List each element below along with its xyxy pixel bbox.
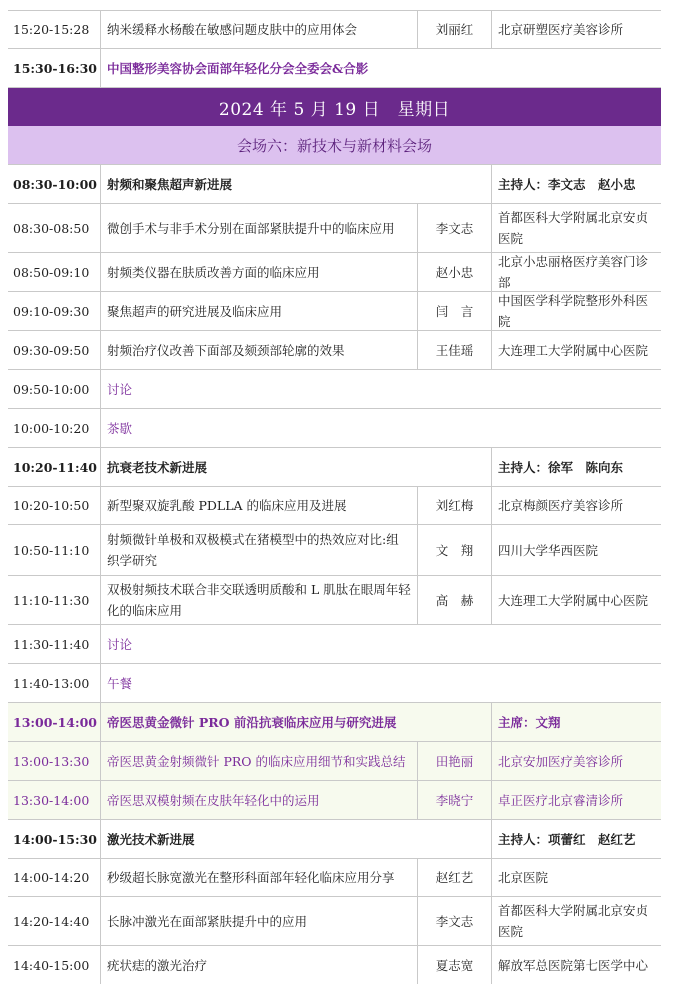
topic-cell: 聚焦超声的研究进展及临床应用	[100, 292, 417, 330]
topic-cell: 帝医思双模射频在皮肤年轻化中的运用	[100, 781, 417, 819]
talk-row	[8, 576, 661, 625]
session-time-cell: 08:30-10:00	[13, 176, 97, 192]
break-row	[8, 370, 661, 409]
speaker-cell: 李文志	[417, 897, 491, 945]
program-table	[8, 0, 661, 984]
session-host-cell: 主持人：徐军 陈向东	[491, 448, 661, 486]
topic-cell: 微创手术与非手术分别在面部紧肤提升中的临床应用	[100, 204, 417, 252]
speaker-cell: 刘丽红	[417, 11, 491, 48]
break-row	[8, 409, 661, 448]
talk-row	[8, 946, 661, 984]
speaker-cell: 文 翔	[417, 525, 491, 575]
talk-row	[8, 292, 661, 331]
talk-row	[8, 525, 661, 576]
org-cell: 北京医院	[491, 859, 661, 896]
time-cell: 08:30-08:50	[13, 220, 90, 236]
talk-row	[8, 897, 661, 946]
topic-cell: 射频类仪器在肤质改善方面的临床应用	[100, 253, 417, 291]
speaker-cell: 田艳丽	[417, 742, 491, 780]
break-cell: 讨论	[100, 625, 661, 663]
org-cell: 中国医学科学院整形外科医院	[491, 292, 661, 330]
time-cell: 11:30-11:40	[13, 636, 90, 652]
session-header-row	[8, 820, 661, 859]
talk-row	[8, 11, 661, 49]
topic-cell: 双极射频技术联合非交联透明质酸和 L 肌肽在眼周年轻化的临床应用	[100, 576, 417, 624]
talk-row	[8, 331, 661, 370]
session-host-cell: 主持人：李文志 赵小忠	[491, 165, 661, 203]
org-cell: 北京研塑医疗美容诊所	[491, 11, 661, 48]
time-cell: 11:40-13:00	[13, 675, 90, 691]
speaker-cell: 刘红梅	[417, 487, 491, 524]
time-cell: 11:10-11:30	[13, 592, 90, 608]
talk-row	[8, 487, 661, 525]
break-cell: 茶歇	[100, 409, 661, 447]
talk-row	[8, 204, 661, 253]
org-cell: 北京安加医疗美容诊所	[491, 742, 661, 780]
topic-cell: 帝医思黄金射频微针 PRO 的临床应用细节和实践总结	[100, 742, 417, 780]
talk-row	[8, 859, 661, 897]
talk-row	[8, 781, 661, 820]
session-title-cell: 激光技术新进展	[100, 820, 491, 858]
topic-cell: 射频微针单极和双极模式在猪模型中的热效应对比:组织学研究	[100, 525, 417, 575]
time-cell: 14:00-14:20	[13, 870, 90, 885]
meeting-cell: 中国整形美容协会面部年轻化分会全委会&合影	[100, 49, 661, 87]
speaker-cell: 王佳瑶	[417, 331, 491, 369]
time-cell: 10:20-10:50	[13, 498, 90, 513]
speaker-cell: 高 赫	[417, 576, 491, 624]
session-host-cell: 主持人：项蕾红 赵红艺	[491, 820, 661, 858]
topic-cell: 新型聚双旋乳酸 PDLLA 的临床应用及进展	[100, 487, 417, 524]
time-cell: 09:10-09:30	[13, 303, 90, 319]
session-title-cell: 帝医思黄金微针 PRO 前沿抗衰临床应用与研究进展	[100, 703, 491, 741]
session-time-cell: 14:00-15:30	[13, 831, 97, 847]
org-cell: 首都医科大学附属北京安贞医院	[491, 204, 661, 252]
org-cell: 北京小忠丽格医疗美容门诊部	[491, 253, 661, 291]
talk-row	[8, 253, 661, 292]
time-cell: 09:50-10:00	[13, 381, 90, 397]
break-cell: 讨论	[100, 370, 661, 408]
time-cell: 08:50-09:10	[13, 264, 90, 280]
topic-cell: 射频治疗仪改善下面部及颏颈部轮廓的效果	[100, 331, 417, 369]
time-cell: 10:00-10:20	[13, 420, 90, 436]
speaker-cell: 闫 言	[417, 292, 491, 330]
topic-cell: 纳米缓释水杨酸在敏感问题皮肤中的应用体会	[100, 11, 417, 48]
speaker-cell: 李晓宁	[417, 781, 491, 819]
org-cell: 四川大学华西医院	[491, 525, 661, 575]
time-cell: 13:30-14:00	[13, 792, 90, 808]
session-header-row	[8, 448, 661, 487]
session-host-cell: 主席：文翔	[491, 703, 661, 741]
session-title-cell: 抗衰老技术新进展	[100, 448, 491, 486]
time-cell: 15:20-15:28	[13, 22, 90, 37]
session-title-cell: 射频和聚焦超声新进展	[100, 165, 491, 203]
speaker-cell: 赵红艺	[417, 859, 491, 896]
session-header-row	[8, 703, 661, 742]
org-cell: 首都医科大学附属北京安贞医院	[491, 897, 661, 945]
time-cell: 14:20-14:40	[13, 913, 90, 929]
break-row	[8, 625, 661, 664]
speaker-cell: 夏志宽	[417, 946, 491, 984]
break-cell: 午餐	[100, 664, 661, 702]
org-cell: 北京梅颜医疗美容诊所	[491, 487, 661, 524]
org-cell: 解放军总医院第七医学中心	[491, 946, 661, 984]
time-cell: 14:40-15:00	[13, 957, 90, 973]
topic-cell: 长脉冲激光在面部紧肤提升中的应用	[100, 897, 417, 945]
topic-cell: 秒级超长脉宽激光在整形科面部年轻化临床应用分享	[100, 859, 417, 896]
break-row	[8, 664, 661, 703]
session-time-cell: 10:20-11:40	[13, 459, 97, 475]
org-cell: 大连理工大学附属中心医院	[491, 331, 661, 369]
talk-row	[8, 742, 661, 781]
session-header-row	[8, 165, 661, 204]
time-cell: 15:30-16:30	[13, 60, 97, 76]
time-cell: 10:50-11:10	[13, 542, 90, 558]
time-cell: 09:30-09:50	[13, 342, 90, 358]
table-top-border	[8, 0, 661, 11]
org-cell: 大连理工大学附属中心医院	[491, 576, 661, 624]
speaker-cell: 李文志	[417, 204, 491, 252]
date-header: 2024 年 5 月 19 日 星期日	[8, 88, 661, 126]
topic-cell: 疣状痣的激光治疗	[100, 946, 417, 984]
session-time-cell: 13:00-14:00	[13, 714, 97, 730]
time-cell: 13:00-13:30	[13, 753, 90, 769]
meeting-row	[8, 49, 661, 88]
speaker-cell: 赵小忠	[417, 253, 491, 291]
org-cell: 卓正医疗北京睿清诊所	[491, 781, 661, 819]
venue-header: 会场六：新技术与新材料会场	[8, 126, 661, 165]
